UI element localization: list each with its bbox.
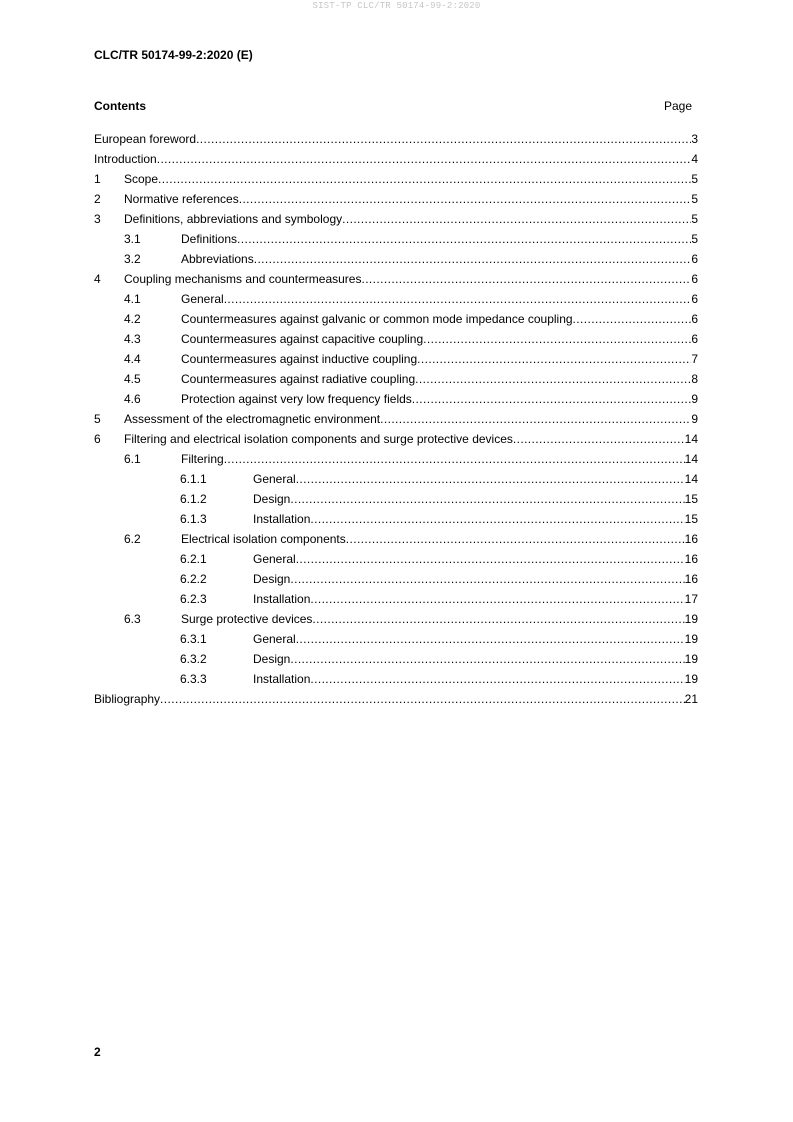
toc-entry-title: Assessment of the electromagnetic environment [124, 412, 381, 426]
toc-entry-number: 6.1.3 [180, 512, 207, 526]
toc-entry-title: Definitions, abbreviations and symbology [124, 212, 343, 226]
toc-entry-title: General [253, 632, 296, 646]
toc-entry-page: 14 [684, 452, 698, 466]
toc-entry-number: 3 [94, 212, 101, 226]
toc-entry[interactable] [94, 569, 698, 589]
toc-entry-title: Countermeasures against radiative coupling [181, 372, 416, 386]
toc-entry[interactable] [94, 669, 698, 689]
toc-entry[interactable] [94, 149, 698, 169]
toc-entry-number: 6.3.3 [180, 672, 207, 686]
toc-entry-number: 1 [94, 172, 101, 186]
toc-entry-page: 19 [684, 632, 698, 646]
toc-entry-number: 6.2 [124, 532, 141, 546]
toc-entry-page: 14 [684, 472, 698, 486]
toc-entry-page: 16 [684, 552, 698, 566]
toc-entry-title: Installation [253, 592, 311, 606]
toc-entry-title: Countermeasures against galvanic or common mode impedance coupling [181, 312, 573, 326]
toc-entry[interactable] [94, 549, 698, 569]
toc-entry-page: 7 [691, 352, 698, 366]
toc-entry-page: 19 [684, 672, 698, 686]
page-column-label: Page [663, 99, 692, 113]
toc-entry-title: Abbreviations [181, 252, 254, 266]
toc-entry-number: 4.5 [124, 372, 141, 386]
toc-entry-number: 5 [94, 412, 101, 426]
toc-entry-title: General [253, 552, 296, 566]
contents-heading: Contents [94, 99, 146, 113]
dot-leader [361, 269, 691, 289]
toc-entry-number: 6.1 [124, 452, 141, 466]
toc-entry-number: 4.6 [124, 392, 141, 406]
toc-entry-number: 6.1.1 [180, 472, 207, 486]
toc-entry-title: Installation [253, 512, 311, 526]
dot-leader [290, 649, 684, 669]
dot-leader [310, 509, 684, 529]
toc-entry-title: Filtering and electrical isolation components and surge protective devices [124, 432, 513, 446]
toc-entry-page: 21 [684, 692, 698, 706]
dot-leader [310, 589, 684, 609]
toc-entry-title: Installation [253, 672, 311, 686]
toc-entry-page: 6 [691, 332, 698, 346]
dot-leader [157, 149, 692, 169]
dot-leader [158, 169, 691, 189]
toc-entry[interactable] [94, 229, 698, 249]
toc-entry-page: 5 [691, 192, 698, 206]
toc-entry-title: Countermeasures against capacitive coupling [181, 332, 424, 346]
toc-entry-number: 3.2 [124, 252, 141, 266]
toc-entry-title: Electrical isolation components [181, 532, 346, 546]
toc-entry-title: Design [253, 492, 291, 506]
toc-entry[interactable] [94, 649, 698, 669]
toc-entry-page: 9 [691, 392, 698, 406]
toc-entry-title: Normative references [124, 192, 239, 206]
dot-leader [296, 469, 685, 489]
dot-leader [254, 249, 692, 269]
toc-entry[interactable] [94, 349, 698, 369]
toc-entry[interactable] [94, 509, 698, 529]
toc-entry-title: Design [253, 652, 291, 666]
table-of-contents [94, 129, 698, 709]
toc-entry[interactable] [94, 409, 698, 429]
toc-entry-number: 2 [94, 192, 101, 206]
toc-entry-page: 6 [691, 252, 698, 266]
dot-leader [312, 609, 684, 629]
toc-entry[interactable] [94, 209, 698, 229]
dot-leader [296, 629, 685, 649]
page-number: 2 [94, 1045, 101, 1059]
toc-entry[interactable] [94, 489, 698, 509]
dot-leader [224, 449, 685, 469]
toc-entry-number: 6 [94, 432, 101, 446]
toc-entry-page: 15 [684, 512, 698, 526]
toc-entry[interactable] [94, 629, 698, 649]
toc-entry[interactable] [94, 329, 698, 349]
toc-entry-page: 9 [691, 412, 698, 426]
toc-entry[interactable] [94, 469, 698, 489]
toc-entry-number: 3.1 [124, 232, 141, 246]
dot-leader [237, 229, 691, 249]
toc-entry-page: 15 [684, 492, 698, 506]
toc-entry-page: 5 [691, 212, 698, 226]
toc-entry-number: 6.3.2 [180, 652, 207, 666]
dot-leader [290, 489, 684, 509]
watermark-text: SIST-TP CLC/TR 50174-99-2:2020 [312, 1, 481, 11]
toc-entry-page: 17 [684, 592, 698, 606]
toc-entry-number: 4.2 [124, 312, 141, 326]
dot-leader [224, 289, 692, 309]
toc-entry-title: General [181, 292, 224, 306]
toc-entry-title: Countermeasures against inductive coupling [181, 352, 418, 366]
dot-leader [380, 409, 691, 429]
toc-entry-title: Definitions [181, 232, 238, 246]
dot-leader [415, 369, 691, 389]
toc-entry-number: 6.3.1 [180, 632, 207, 646]
dot-leader [310, 669, 684, 689]
dot-leader [296, 549, 685, 569]
toc-entry-number: 4 [94, 272, 101, 286]
toc-entry[interactable] [94, 169, 698, 189]
toc-entry-title: Scope [124, 172, 159, 186]
toc-entry[interactable] [94, 369, 698, 389]
toc-entry[interactable] [94, 129, 698, 149]
toc-entry[interactable] [94, 249, 698, 269]
toc-entry-title: Coupling mechanisms and countermeasures [124, 272, 362, 286]
toc-entry-number: 6.2.2 [180, 572, 207, 586]
toc-entry-title: Introduction [94, 152, 157, 166]
dot-leader [160, 689, 685, 709]
toc-entry-number: 6.2.3 [180, 592, 207, 606]
toc-entry-number: 4.4 [124, 352, 141, 366]
dot-leader [342, 209, 691, 229]
toc-entry-page: 19 [684, 652, 698, 666]
toc-entry-page: 6 [691, 272, 698, 286]
toc-entry[interactable] [94, 269, 698, 289]
dot-leader [239, 189, 692, 209]
toc-entry-title: Filtering [181, 452, 224, 466]
toc-entry[interactable] [94, 589, 698, 609]
toc-entry-title: European foreword [94, 132, 197, 146]
dot-leader [423, 329, 691, 349]
toc-entry-number: 6.1.2 [180, 492, 207, 506]
toc-entry-page: 3 [691, 132, 698, 146]
toc-entry-title: Bibliography [94, 692, 161, 706]
dot-leader [290, 569, 684, 589]
toc-entry-page: 19 [684, 612, 698, 626]
toc-entry[interactable] [94, 429, 698, 449]
toc-entry[interactable] [94, 449, 698, 469]
toc-entry-page: 5 [691, 232, 698, 246]
toc-entry-number: 6.3 [124, 612, 141, 626]
toc-entry[interactable] [94, 609, 698, 629]
toc-entry-page: 8 [691, 372, 698, 386]
dot-leader [412, 389, 692, 409]
toc-entry-page: 6 [691, 292, 698, 306]
toc-entry-title: Design [253, 572, 291, 586]
toc-entry-number: 4.3 [124, 332, 141, 346]
dot-leader [346, 529, 685, 549]
toc-entry-title: General [253, 472, 296, 486]
toc-entry[interactable] [94, 389, 698, 409]
toc-entry-page: 14 [684, 432, 698, 446]
toc-entry[interactable] [94, 189, 698, 209]
toc-entry[interactable] [94, 289, 698, 309]
toc-entry-title: Surge protective devices [181, 612, 313, 626]
toc-entry-page: 6 [691, 312, 698, 326]
toc-entry[interactable] [94, 529, 698, 549]
toc-entry-page: 16 [684, 532, 698, 546]
document-id: CLC/TR 50174-99-2:2020 (E) [94, 48, 253, 62]
toc-entry-title: Protection against very low frequency fields [181, 392, 412, 406]
dot-leader [513, 429, 685, 449]
toc-entry-page: 4 [691, 152, 698, 166]
toc-entry[interactable] [94, 689, 698, 709]
toc-entry-number: 6.2.1 [180, 552, 207, 566]
toc-entry-page: 16 [684, 572, 698, 586]
dot-leader [573, 309, 692, 329]
dot-leader [417, 349, 691, 369]
dot-leader [196, 129, 691, 149]
toc-entry-number: 4.1 [124, 292, 141, 306]
toc-entry-page: 5 [691, 172, 698, 186]
toc-entry[interactable] [94, 309, 698, 329]
